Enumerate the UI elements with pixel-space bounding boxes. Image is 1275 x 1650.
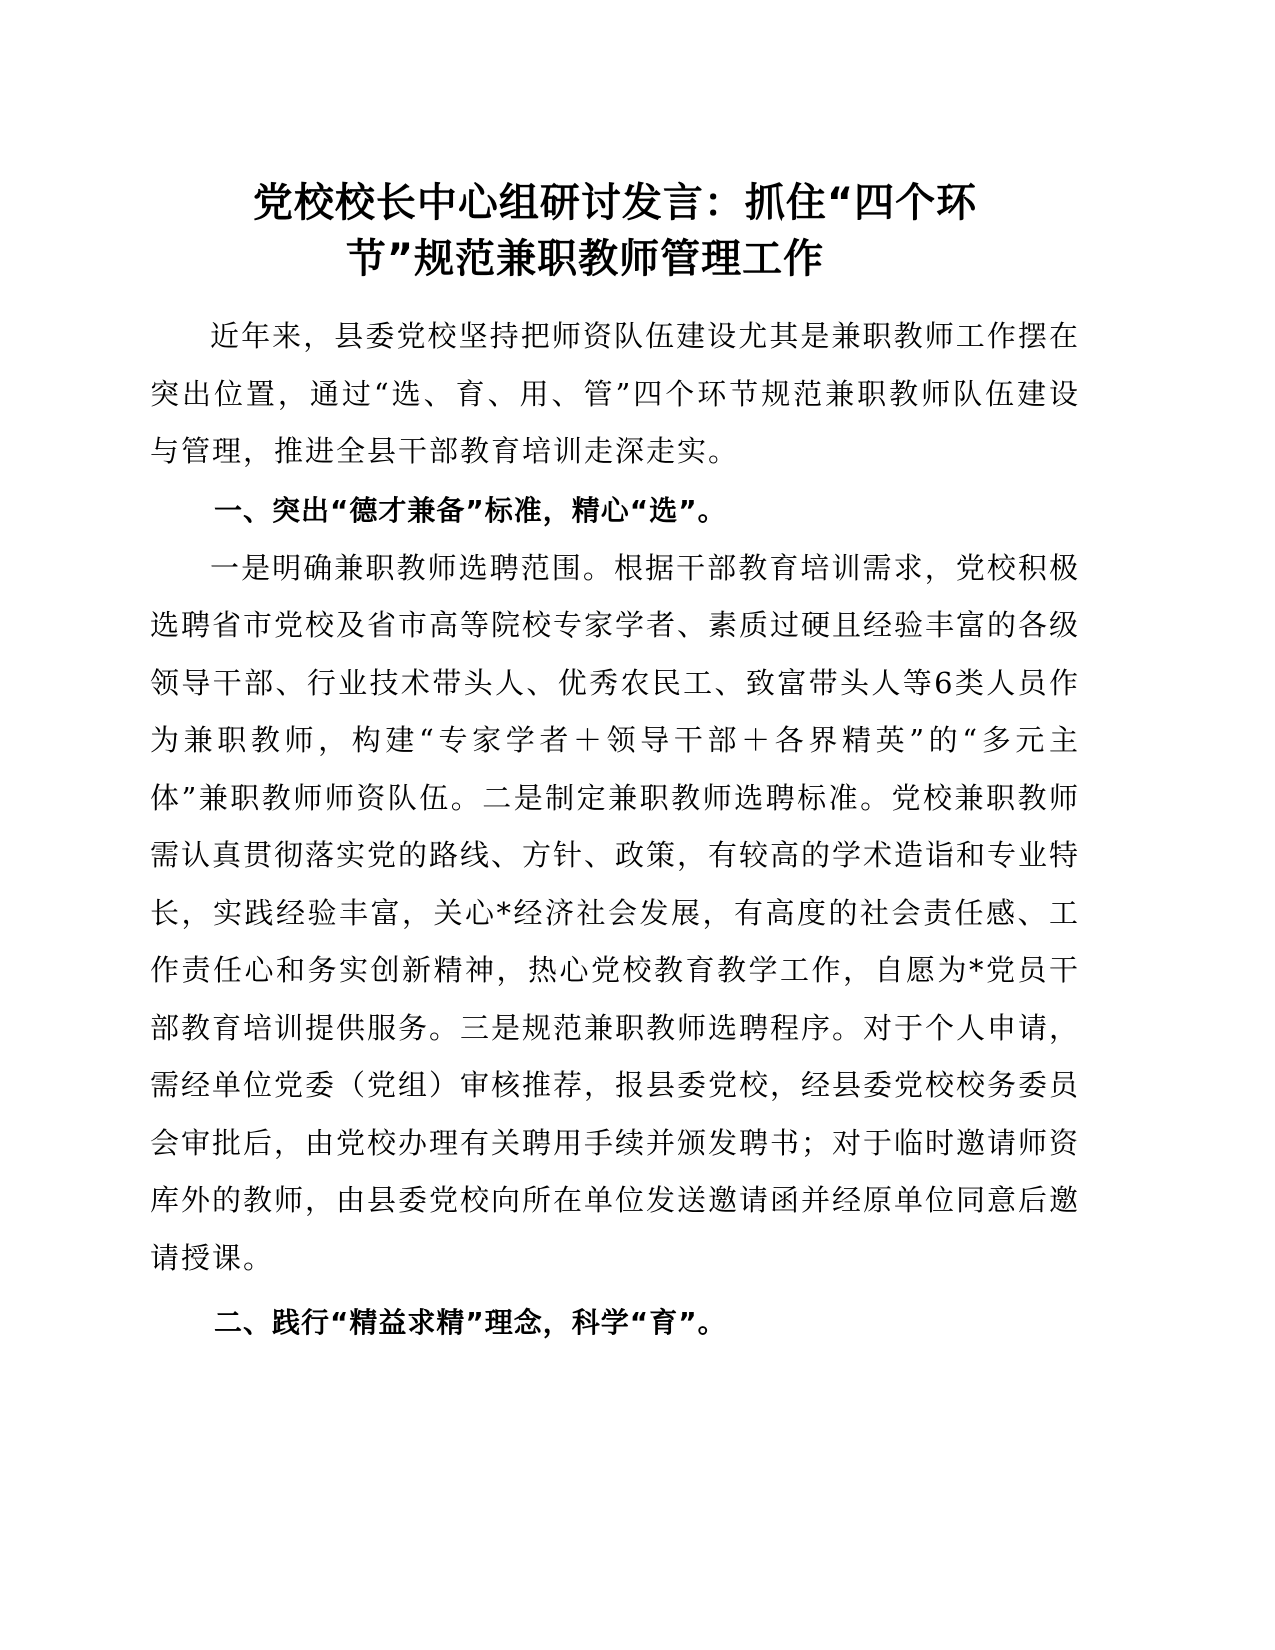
- title-line-1: 党校校长中心组研讨发言：抓住“四个环: [252, 180, 978, 226]
- section-1-paragraph: 一是明确兼职教师选聘范围。根据干部教育培训需求，党校积极选聘省市党校及省市高等院校专家学者、素质过硬且经验丰富的各级领导干部、行业技术带头人、优秀农民工、致富带头人等6类人员作为兼职教师，构建“专家学者＋领导干部＋各界精英”的“多元主体”兼职教师师资队伍。二是制定兼职教师选聘标准。党校兼职教师需认真贯彻落实党的路线、方针、政策，有较高的学术造诣和专业特长，实践经验丰富，关心*经济社会发展，有高度的社会责任感、工作责任心和务实创新精神，热心党校教育教学工作，自愿为*党员干部教育培训提供服务。三是规范兼职教师选聘程序。对于个人申请，需经单位党委（党组）审核推荐，报县委党校，经县委党校校务委员会审批后，由党校办理有关聘用手续并颁发聘书；对于临时邀请师资库外的教师，由县委党校向所在单位发送邀请函并经原单位同意后邀请授课。: [150, 550, 1081, 1275]
- document-body: [150, 308, 1080, 1352]
- section-1-heading: 一、突出“德才兼备”标准，精心“选”。: [214, 493, 727, 527]
- document-title: [150, 175, 1080, 287]
- document-page: [150, 175, 1080, 1352]
- section-2-heading: 二、践行“精益求精”理念，科学“育”。: [214, 1306, 727, 1339]
- title-line-2: 节”规范兼职教师管理工作: [345, 236, 825, 282]
- intro-paragraph: 近年来，县委党校坚持把师资队伍建设尤其是兼职教师工作摆在突出位置，通过“选、育、用、管”四个环节规范兼职教师队伍建设与管理，推进全县干部教育培训走深走实。: [150, 319, 1080, 468]
